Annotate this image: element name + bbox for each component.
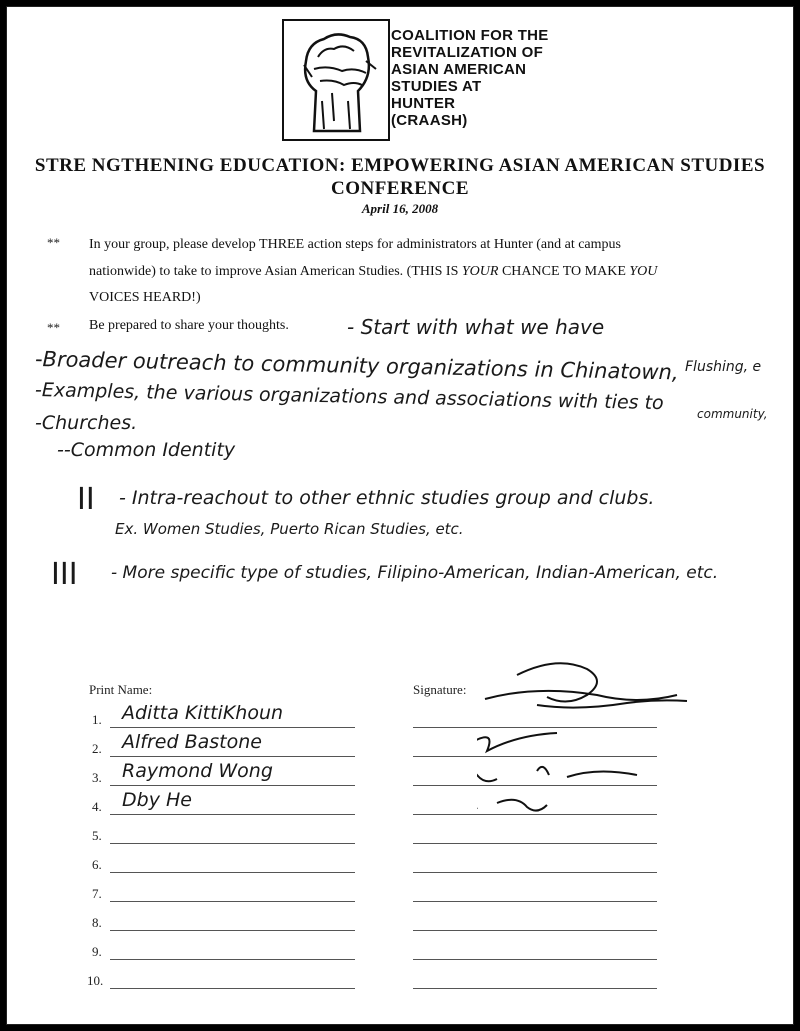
print-name-label: Print Name:: [89, 682, 153, 697]
conference-worksheet: [6, 6, 794, 1025]
signature-4: [477, 800, 547, 811]
signature-field[interactable]: [413, 901, 657, 902]
signature-2: [477, 730, 557, 751]
instruction-your: YOUR: [461, 263, 499, 279]
handwritten-step3: - More specific type of studies, Filipino-American, Indian-American, etc.: [111, 563, 719, 583]
print-name-field[interactable]: [110, 959, 355, 960]
signature-field[interactable]: [413, 988, 657, 989]
handwritten-step1-examples: -Examples, the various organizations and associations with ties to: [34, 379, 664, 415]
print-name-field[interactable]: [110, 843, 355, 844]
signature-field[interactable]: [413, 959, 657, 960]
instruction-line-1: In your group, please develop THREE action steps for administrators at Hunter (and at campus: [89, 237, 621, 252]
handwritten-intro: - Start with what we have: [347, 315, 605, 339]
print-name-field[interactable]: [110, 756, 355, 757]
signature-scribbles: [477, 655, 707, 825]
craash-fist-logo: [282, 19, 390, 141]
org-line-3: ASIAN AMERICAN: [391, 61, 527, 78]
row-number: 2.: [92, 741, 102, 756]
prepare-bullet: **: [47, 320, 60, 335]
org-line-6: (CRAASH): [391, 112, 468, 129]
handwritten-step1-outreach-tail: Flushing, e: [685, 359, 762, 375]
signature-field[interactable]: [413, 872, 657, 873]
print-name-field[interactable]: [110, 930, 355, 931]
handwritten-step2-number: II: [77, 482, 95, 517]
row-number: 10.: [87, 973, 104, 988]
row-number: 6.: [92, 857, 102, 872]
print-name-field[interactable]: [110, 727, 355, 728]
handwritten-name: Dby He: [122, 789, 192, 811]
signature-label: Signature:: [413, 682, 467, 697]
handwritten-step1-churches: -Churches.: [35, 412, 138, 434]
signature-1: [485, 663, 687, 707]
instruction-line-2: [89, 259, 794, 286]
instruction-line-2-text: nationwide) to take to improve Asian American Studies. (THIS IS: [89, 263, 462, 279]
handwritten-step2-example: Ex. Women Studies, Puerto Rican Studies, etc.: [115, 520, 464, 538]
print-name-field[interactable]: [110, 901, 355, 902]
print-name-field[interactable]: [110, 785, 355, 786]
signature-field[interactable]: [413, 930, 657, 931]
handwritten-step1-outreach: -Broader outreach to community organizations in Chinatown,: [34, 347, 679, 385]
org-line-4: STUDIES AT: [391, 78, 482, 95]
handwritten-step3-number: III: [51, 557, 78, 592]
conference-title: STRE NGTHENING EDUCATION: EMPOWERING ASIAN AMERICAN STUDIES: [34, 155, 766, 176]
row-number: 1.: [92, 712, 102, 727]
org-line-2: REVITALIZATION OF: [391, 44, 544, 61]
print-name-field[interactable]: [110, 872, 355, 873]
row-number: 8.: [92, 915, 102, 930]
instruction-line-2-end: CHANCE TO MAKE: [498, 263, 630, 279]
row-number: 3.: [92, 770, 102, 785]
prepare-text: Be prepared to share your thoughts.: [89, 318, 289, 333]
signature-3: [477, 767, 637, 781]
row-number: 5.: [92, 828, 102, 843]
print-name-field[interactable]: [110, 814, 355, 815]
handwritten-name: Alfred Bastone: [122, 731, 262, 753]
row-number: 9.: [92, 944, 102, 959]
conference-date: April 16, 2008: [361, 201, 439, 216]
handwritten-step2: - Intra-reachout to other ethnic studies group and clubs.: [119, 487, 655, 509]
organization-name: [391, 27, 549, 129]
print-name-field[interactable]: [110, 988, 355, 989]
row-number: 4.: [92, 799, 102, 814]
org-line-1: COALITION FOR THE: [391, 27, 549, 44]
handwritten-name: Aditta KittiKhoun: [122, 702, 284, 724]
instruction-bullet: **: [47, 235, 60, 250]
handwritten-name: Raymond Wong: [122, 760, 273, 782]
conference-title-line2: CONFERENCE: [330, 178, 469, 199]
org-line-5: HUNTER: [391, 95, 456, 112]
instructions-text: [89, 232, 794, 312]
row-number: 7.: [92, 886, 102, 901]
instruction-you: YOU: [629, 263, 658, 279]
instruction-line-3: VOICES HEARD!): [89, 290, 201, 305]
signature-field[interactable]: [413, 843, 657, 844]
fist-icon: [284, 21, 388, 139]
handwritten-step1-identity: --Common Identity: [57, 439, 236, 461]
handwritten-step1-examples-tail: community,: [697, 407, 768, 421]
